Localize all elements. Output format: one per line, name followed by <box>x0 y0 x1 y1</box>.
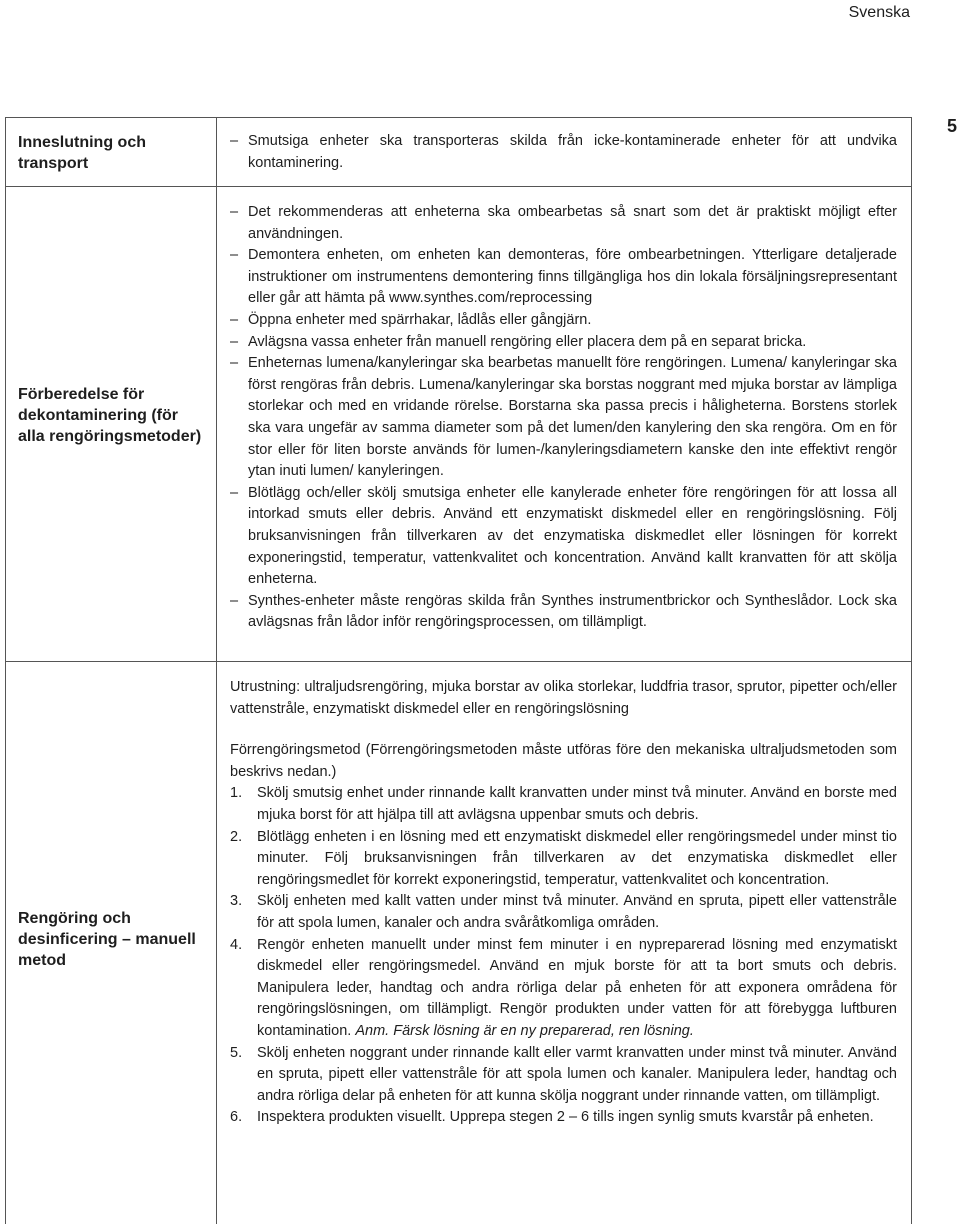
step-number: 2. <box>230 828 243 845</box>
row-separator <box>5 186 912 187</box>
list-item <box>230 1107 897 1129</box>
step-number: 1. <box>230 785 243 802</box>
step-number: 3. <box>230 893 243 910</box>
table-right-border <box>911 117 912 1224</box>
equipment-paragraph: Utrustning: ultraljudsrengöring, mjuka borstar av olika storlekar, luddfria trasor, sprutor, pipetter och/eller vattenstråle, enzymatiskt diskmedel eller en rengöringslösning <box>230 679 897 717</box>
step-note: Anm. Färsk lösning är en ny preparerad, ren lösning. <box>355 1022 694 1039</box>
list-item <box>230 891 897 934</box>
section-title-prep: Förberedelse för dekontaminering (för alla rengöringsmetoder) <box>18 386 202 445</box>
section-content-transport <box>230 131 897 174</box>
list-item: – Öppna enheter med spärrhakar, lådlås eller gångjärn. <box>230 310 897 332</box>
step-text: Skölj enheten med kallt vatten under minst två minuter. Använd en spruta, pipett eller vattenstråle för att spola lumen, kanaler och andra svåråtkomliga områden. <box>257 893 897 931</box>
step-text: Skölj smutsig enhet under rinnande kallt kranvatten under minst två minuter. Använd en borste med mjuka borst för att hjälpa till att avlägsna uppenbar smuts och debris. <box>257 785 897 823</box>
bullet-list <box>230 131 897 174</box>
list-item: – Det rekommenderas att enheterna ska ombearbetas så snart som det är praktiskt möjligt efter användningen. <box>230 202 897 245</box>
step-number: 5. <box>230 1044 243 1061</box>
list-item: – Synthes-enheter måste rengöras skilda från Synthes instrumentbrickor och Syntheslådor. Lock ska avlägsnas från lådor inför rengöringsprocessen, om tillämpligt. <box>230 591 897 634</box>
section-title-transport: Inneslutning och transport <box>18 134 146 172</box>
step-number: 6. <box>230 1109 243 1126</box>
table-left-border <box>5 117 6 1224</box>
list-item: – Enheternas lumena/kanyleringar ska bearbetas manuellt före rengöringen. Lumena/ kanyleringar ska först rengöras från debris. Lumena/kanyleringar ska borstas noggrant med mjuka borstar av lämpliga storlekar och med en vridande rörelse. Borstarna ska passa precis i håligheterna. Borstens storlek ska vara ungefär av samma diameter som på det lumen/den kanylering den ska rengöra. Om en för stor eller för liten borste används för lumen-/kanyleringsdiametern kanske den inte effektivt rengör ytan inuti lumen/ kanyleringen. <box>230 353 897 483</box>
page-number: 5 <box>946 116 957 136</box>
list-item <box>230 827 897 892</box>
step-text: Inspektera produkten visuellt. Upprepa stegen 2 – 6 tills ingen synlig smuts kvarstår på enheten. <box>257 1109 874 1126</box>
list-item <box>230 935 897 1043</box>
list-item: – Avlägsna vassa enheter från manuell rengöring eller placera dem på en separat bricka. <box>230 332 897 354</box>
list-item: – Demontera enheten, om enheten kan demonteras, före ombearbetningen. Ytterligare detaljerade instruktioner om instrumentens demontering finns tillgängliga hos din lokala försäljningsrepresentant eller går att hämta på www.synthes.com/reprocessing <box>230 245 897 310</box>
step-text: Rengör enheten manuellt under minst fem minuter i en nypreparerad lösning med enzymatiskt diskmedel eller rengöringsmedel. Använd en mjuk borste för att ta bort smuts och debris. Manipulera leder, handtag och andra rörliga delar på enheten för att exponera områdena för rengöringslösningen, om tillämpligt. Rengör produkten under vatten för att förebygga luftburen kontamination. <box>257 936 897 1039</box>
list-item <box>230 783 897 826</box>
list-item <box>230 1043 897 1108</box>
section-content-cleaning <box>230 677 897 1129</box>
table-top-border <box>5 117 912 118</box>
step-text: Blötlägg enheten i en lösning med ett enzymatiskt diskmedel eller rengöringsmedel under minst tio minuter. Följ bruksanvisningen från tillverkaren av det enzymatiska diskmedlet eller rengöringsmedlet för korrekt exponeringstid, temperatur, vattenkvalitet och koncentration. <box>257 828 897 888</box>
table-divider <box>216 117 217 1224</box>
bullet-list <box>230 202 897 634</box>
section-content-prep <box>230 202 897 634</box>
step-text: Skölj enheten noggrant under rinnande kallt eller varmt kranvatten under minst två minuter. Använd en spruta, pipett eller vattenstråle för att spola lumen och kanaler. Manipulera leder, handtag och andra rörliga delar på enheten för att kunna skölja noggrant under rinnande vatten, om tillämpligt. <box>257 1044 897 1104</box>
language-label: Svenska <box>848 4 910 21</box>
steps-list <box>230 783 897 1129</box>
step-number: 4. <box>230 936 243 953</box>
step-text-wrap <box>257 935 897 1043</box>
section-title-cleaning: Rengöring och desinficering – manuell metod <box>18 910 196 969</box>
intro-paragraph: Förrengöringsmetod (Förrengöringsmetoden måste utföras före den mekaniska ultraljudsmetoden som beskrivs nedan.) <box>230 742 897 780</box>
row-separator <box>5 661 912 662</box>
list-item: – Blötlägg och/eller skölj smutsiga enheter elle kanylerade enheter före rengöringen för att lossa all intorkad smuts eller debris. Använd ett enzymatiskt diskmedel eller en rengöringslösning. Följ bruksanvisningen från tillverkaren av det enzymatiska diskmedlet eller lösningen för korrekt exponeringstid, temperatur, vattenkvalitet och koncentration. Använd kallt kranvatten för att skölja enheterna. <box>230 483 897 591</box>
list-item: – Smutsiga enheter ska transporteras skilda från icke-kontaminerade enheter för att undvika kontaminering. <box>230 131 897 174</box>
